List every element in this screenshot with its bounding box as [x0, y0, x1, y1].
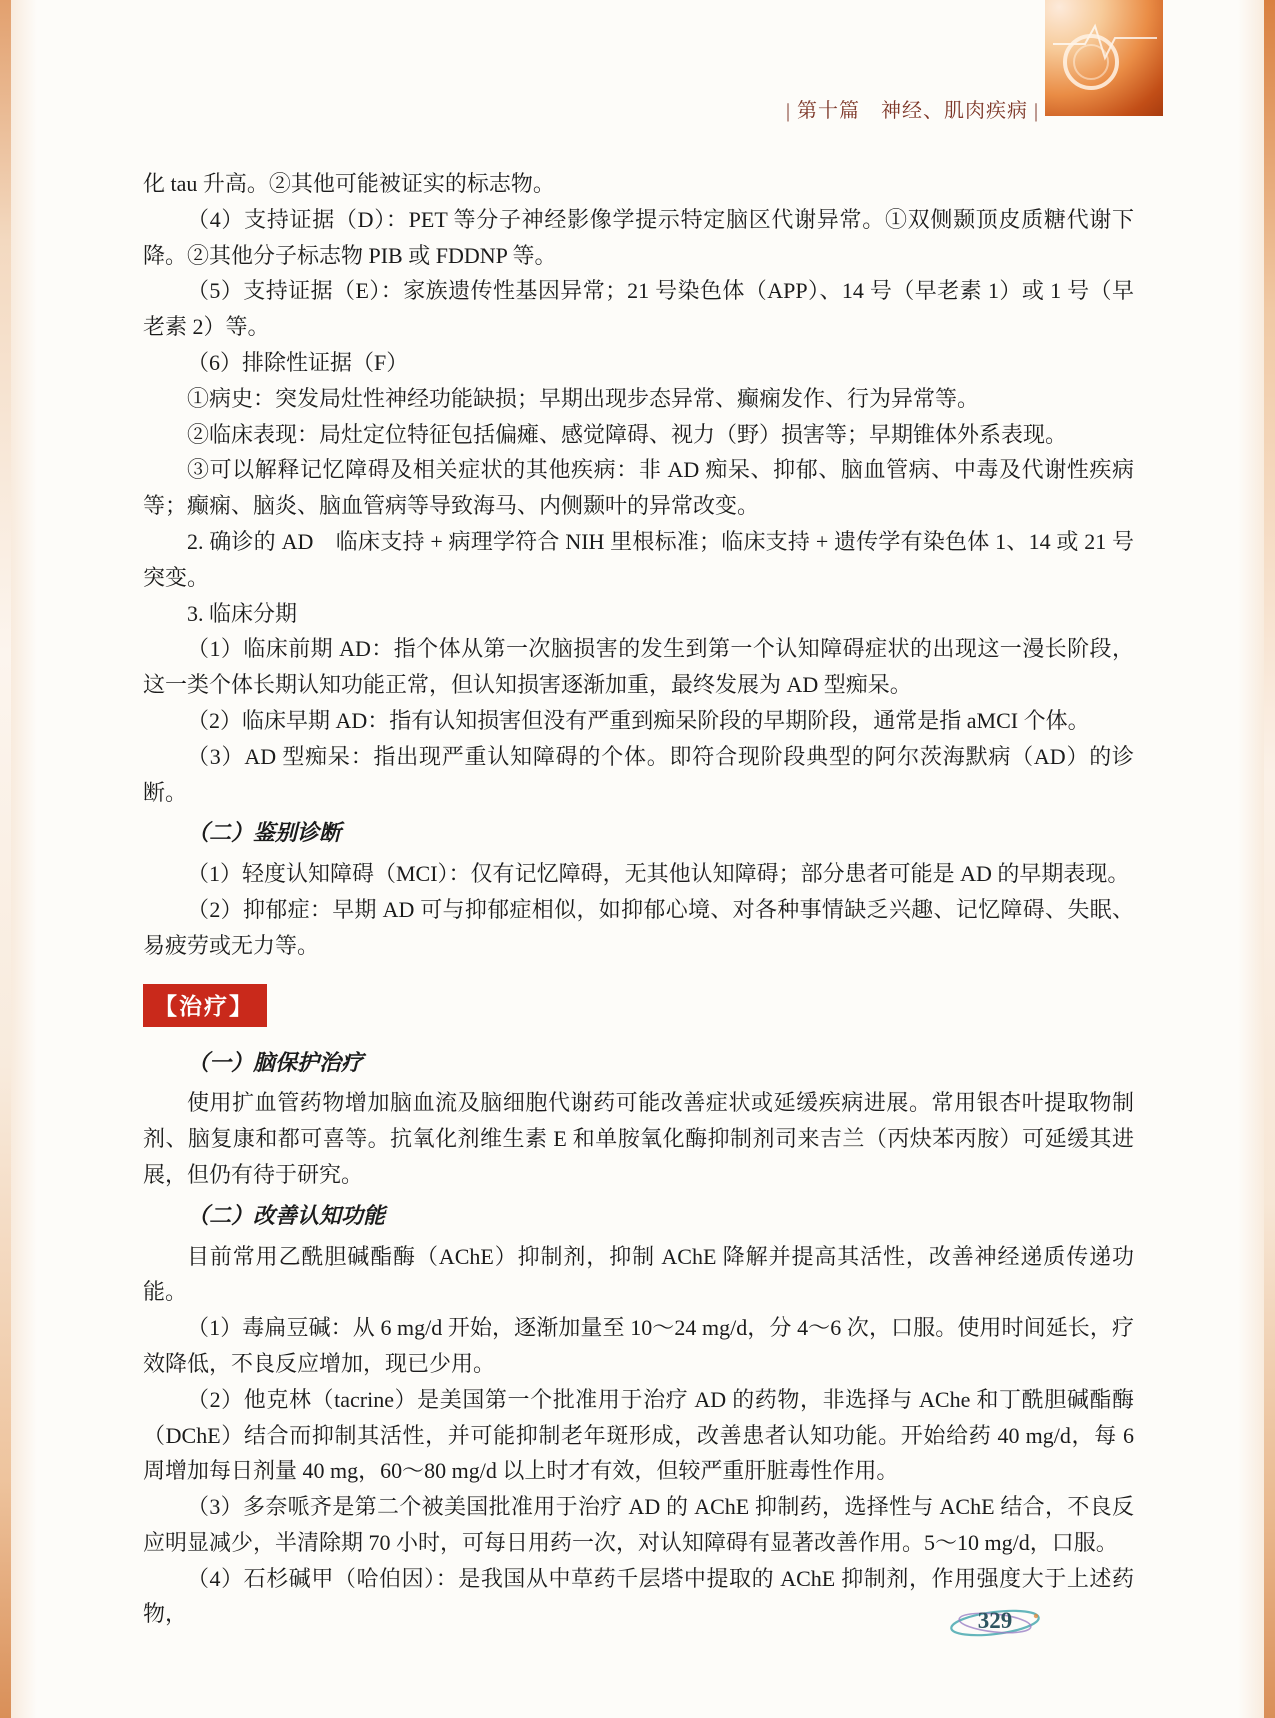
body-paragraph: 目前常用乙酰胆碱酯酶（AChE）抑制剂，抑制 AChE 降解并提高其活性，改善神经递质传递功能。 [143, 1243, 1134, 1305]
body-paragraph: （1）毒扁豆碱：从 6 mg/d 开始，逐渐加量至 10～24 mg/d，分 4～6 次，口服。使用时间延长，疗效降低，不良反应增加，现已少用。 [143, 1315, 1134, 1376]
body-paragraph: ②临床表现：局灶定位特征包括偏瘫、感觉障碍、视力（野）损害等；早期锥体外系表现。 [187, 421, 1068, 447]
body-paragraph: （2）他克林（tacrine）是美国第一个批准用于治疗 AD 的药物，非选择与 AChe 和丁酰胆碱酯酶（DChE）结合而抑制其活性，并可能抑制老年斑形成，改善患者认知功能。开始给药 40 mg/d，每 6 周增加每日剂量 40 mg，60～80 mg/d 以上时才有效，但较严重肝脏毒性作用。 [143, 1386, 1134, 1484]
body-paragraph: 2. 确诊的 AD 临床支持 + 病理学符合 NIH 里根标准；临床支持 + 遗传学有染色体 1、14 或 21 号突变。 [143, 528, 1134, 590]
treatment-section-banner-label: 【治疗】 [143, 984, 267, 1027]
body-paragraph: ③可以解释记忆障碍及相关症状的其他疾病：非 AD 痴呆、抑郁、脑血管病、中毒及代谢性疾病等；癫痫、脑炎、脑血管病等导致海马、内侧颞叶的异常改变。 [143, 457, 1134, 519]
content-area [143, 166, 1134, 1632]
subsection-heading: （二）鉴别诊断 [187, 820, 342, 846]
subsection-heading: （一）脑保护治疗 [187, 1049, 364, 1075]
body-paragraph: （2）抑郁症：早期 AD 可与抑郁症相似，如抑郁心境、对各种事情缺乏兴趣、记忆障碍、失眠、易疲劳或无力等。 [143, 896, 1134, 958]
left-edge-decoration [0, 0, 11, 1718]
right-edge-decoration [1264, 0, 1275, 1718]
body-paragraph: （3）多奈哌齐是第二个被美国批准用于治疗 AD 的 AChE 抑制药，选择性与 AChE 结合，不良反应明显减少，半清除期 70 小时，可每日用药一次，对认知障碍有显著改善作用。5～10 mg/d，口服。 [143, 1494, 1134, 1555]
body-paragraph: （3）AD 型痴呆：指出现严重认知障碍的个体。即符合现阶段典型的阿尔茨海默病（AD）的诊断。 [143, 743, 1134, 805]
body-paragraph: 3. 临床分期 [187, 600, 298, 626]
body-paragraph: （4）支持证据（D）：PET 等分子神经影像学提示特定脑区代谢异常。①双侧颞顶皮质糖代谢下降。②其他分子标志物 PIB 或 FDDNP 等。 [143, 206, 1134, 268]
body-paragraph: （4）石杉碱甲（哈伯因）：是我国从中草药千层塔中提取的 AChE 抑制剂，作用强度大于上述药物， [143, 1565, 1134, 1627]
magnifier-inner-ring-icon [1073, 44, 1109, 80]
body-paragraph: 化 tau 升高。②其他可能被证实的标志物。 [143, 171, 555, 196]
running-head-text: | 第十篇 神经、肌肉疾病 | [785, 100, 1039, 122]
body-paragraph: （1）临床前期 AD：指个体从第一次脑损害的发生到第一个认知障碍症状的出现这一漫长阶段，这一类个体长期认知功能正常，但认知损害逐渐加重，最终发展为 AD 型痴呆。 [143, 636, 1134, 698]
subsection-heading: （二）改善认知功能 [187, 1202, 386, 1228]
right-edge-fade [1238, 0, 1264, 1718]
body-paragraph: （5）支持证据（E）：家族遗传性基因异常；21 号染色体（APP）、14 号（早老素 1）或 1 号（早老素 2）等。 [143, 278, 1134, 340]
running-head [786, 94, 1039, 123]
treatment-section-banner [143, 984, 1134, 1027]
body-paragraph: （2）临床早期 AD：指有认知损害但没有严重到痴呆阶段的早期阶段，通常是指 aMCI 个体。 [187, 707, 1090, 733]
body-paragraph: ①病史：突发局灶性神经功能缺损；早期出现步态异常、癫痫发作、行为异常等。 [187, 385, 980, 411]
body-paragraph: （1）轻度认知障碍（MCI）：仅有记忆障碍，无其他认知障碍；部分患者可能是 AD 的早期表现。 [187, 861, 1130, 887]
body-paragraph: 使用扩血管药物增加脑血流及脑细胞代谢药可能改善症状或延缓疾病进展。常用银杏叶提取物制剂、脑复康和都可喜等。抗氧化剂维生素 E 和单胺氧化酶抑制剂司来吉兰（丙炔苯丙胺）可延缓其进展，但仍有待于研究。 [143, 1090, 1134, 1187]
left-edge-fade [11, 0, 37, 1718]
page-footer [943, 1596, 1047, 1648]
page-number: 329 [977, 1607, 1013, 1633]
body-paragraph: （6）排除性证据（F） [187, 349, 409, 375]
corner-illustration [1045, 0, 1163, 116]
